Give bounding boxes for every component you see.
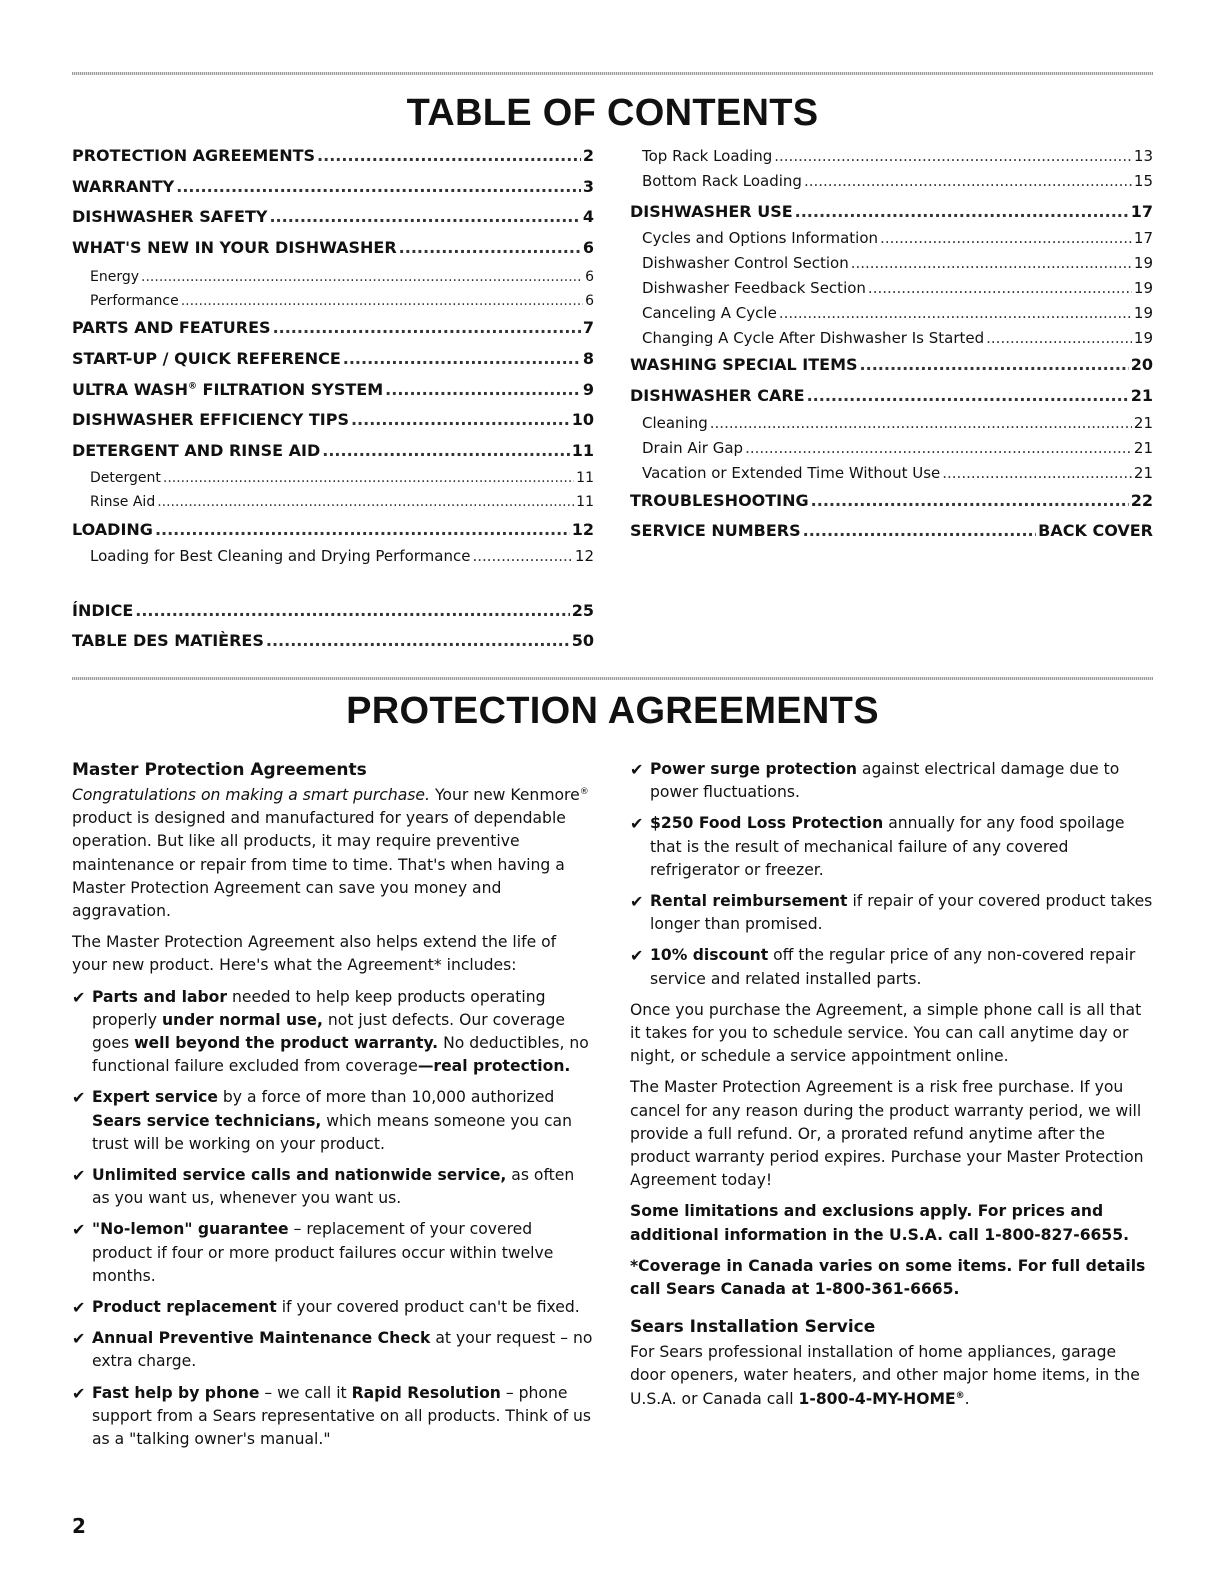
toc-entry	[72, 491, 594, 513]
toc-entry-label: Canceling A Cycle	[642, 304, 777, 322]
toc-dot-leader	[163, 467, 574, 489]
toc-entry-page: 3	[582, 177, 594, 196]
toc-entry	[72, 467, 594, 489]
toc-dot-leader	[710, 412, 1132, 434]
toc-dot-leader	[942, 462, 1132, 484]
toc-entry-label: Energy	[90, 269, 140, 285]
toc-dot-leader	[385, 379, 581, 401]
toc-entry	[630, 385, 1153, 407]
toc-dot-leader	[745, 437, 1132, 459]
toc-entry-label: Cleaning	[642, 414, 708, 432]
toc-entry	[630, 302, 1153, 324]
toc-entry	[72, 409, 594, 431]
toc-dot-leader	[774, 145, 1132, 167]
toc-entry	[72, 206, 594, 228]
toc-entry-page: 11	[571, 441, 594, 460]
toc-dot-leader	[135, 600, 569, 622]
toc-entry	[72, 266, 594, 288]
toc-entry-page: 13	[1133, 147, 1153, 165]
toc-dot-leader	[176, 176, 581, 198]
toc-entry	[72, 630, 594, 652]
toc-dot-leader	[181, 290, 583, 312]
toc-dot-leader	[399, 237, 581, 259]
toc-entry-page: 21	[1130, 386, 1153, 405]
bullet-food-loss: ✔ $250 Food Loss Protection annually for any food spoilage that is the result of mechanical failure of any covered refrigerator or freezer.	[630, 814, 1125, 879]
toc-dot-leader	[317, 145, 581, 167]
toc-entry	[72, 145, 594, 167]
toc-entry-label: DISHWASHER EFFICIENCY TIPS	[72, 410, 349, 429]
toc-dot-leader	[860, 354, 1129, 376]
toc-entry-page: 6	[585, 269, 594, 285]
right-column	[630, 758, 1153, 1419]
toc-entry	[72, 176, 594, 198]
toc-entry-label: Loading for Best Cleaning and Drying Performance	[90, 547, 471, 565]
toc-entry-page: 22	[1130, 491, 1153, 510]
check-icon: ✔	[72, 1298, 86, 1318]
toc-entry-page: 20	[1130, 355, 1153, 374]
toc-entry-label: PARTS AND FEATURES	[72, 318, 271, 337]
check-icon: ✔	[72, 1383, 86, 1403]
toc-entry-label: DISHWASHER CARE	[630, 386, 805, 405]
check-icon: ✔	[72, 1088, 86, 1108]
toc-entry-page: 19	[1133, 279, 1153, 297]
toc-entry-page: 21	[1133, 414, 1153, 432]
toc-entry-label: TABLE DES MATIÈRES	[72, 631, 264, 650]
check-icon: ✔	[630, 760, 644, 779]
toc-entry-label: TROUBLESHOOTING	[630, 491, 809, 510]
toc-entry	[630, 462, 1153, 484]
toc-entry-page: 15	[1133, 172, 1153, 190]
toc-entry-page: 21	[1133, 464, 1153, 482]
toc-dot-leader	[807, 385, 1129, 407]
toc-entry-label: LOADING	[72, 520, 153, 539]
toc-entry-page: 50	[571, 631, 594, 650]
toc-entry-page: 19	[1133, 254, 1153, 272]
toc-entry-label: DETERGENT AND RINSE AID	[72, 441, 321, 460]
check-icon: ✔	[72, 1329, 86, 1349]
toc-entry-page: 21	[1133, 439, 1153, 457]
toc-entry-page: 12	[571, 520, 594, 539]
toc-dot-leader	[157, 491, 574, 513]
bullet-parts-labor: ✔ Parts and labor needed to help keep products operating properly under normal use, not just defects. Our coverage goes well beyond the product warranty. No deductibles, no functional failure excluded from coverage—real protection.	[72, 987, 589, 1076]
toc-dot-leader	[868, 277, 1132, 299]
toc-entry	[72, 237, 594, 259]
toc-dot-leader	[266, 630, 570, 652]
check-icon: ✔	[72, 987, 86, 1007]
toc-entry-label: Rinse Aid	[90, 494, 156, 510]
toc-entry-label: Dishwasher Control Section	[642, 254, 849, 272]
check-icon: ✔	[72, 1166, 86, 1186]
toc-entry-page: 2	[582, 146, 594, 165]
installation-paragraph: For Sears professional installation of home appliances, garage door openers, water heaters, and other major home items, in the U.S.A. or Canada call 1-800-4-MY-HOME®.	[630, 1343, 1140, 1408]
toc-entry-label: Detergent	[90, 470, 161, 486]
toc-entry-label: ULTRA WASH® FILTRATION SYSTEM	[72, 380, 384, 399]
bullet-expert-service: ✔ Expert service by a force of more than 10,000 authorized Sears service technicians, which means someone you can trust will be working on your product.	[72, 1088, 572, 1153]
toc-entry-label: WHAT'S NEW IN YOUR DISHWASHER	[72, 238, 397, 257]
toc-entry-page: 17	[1130, 202, 1153, 221]
bullet-no-lemon: ✔ "No-lemon" guarantee – replacement of your covered product if four or more product failures occur within twelve months.	[72, 1220, 554, 1285]
toc-entry	[630, 437, 1153, 459]
toc-dot-leader	[322, 440, 569, 462]
master-protection-heading: Master Protection Agreements	[72, 760, 367, 780]
toc-entry-page: 25	[571, 601, 594, 620]
check-icon: ✔	[630, 946, 644, 966]
includes-paragraph: The Master Protection Agreement also helps extend the life of your new product. Here's what the Agreement* includes:	[72, 933, 557, 975]
toc-entry-label: Performance	[90, 293, 179, 309]
bullet-unlimited-service: ✔ Unlimited service calls and nationwide service, as often as you want us, whenever you want us.	[72, 1166, 575, 1208]
check-icon: ✔	[630, 892, 644, 912]
top-rule	[72, 72, 1153, 75]
bullet-discount: ✔ 10% discount off the regular price of any non-covered repair service and related installed parts.	[630, 946, 1136, 988]
toc-entry-page: 11	[576, 470, 594, 486]
toc-dot-leader	[343, 348, 581, 370]
toc-entry	[72, 317, 594, 339]
toc-dot-leader	[986, 327, 1132, 349]
toc-entry-label: START-UP / QUICK REFERENCE	[72, 349, 341, 368]
toc-dot-leader	[795, 201, 1129, 223]
toc-dot-leader	[269, 206, 580, 228]
toc-entry-label: WARRANTY	[72, 177, 175, 196]
bullet-annual-check: ✔ Annual Preventive Maintenance Check at your request – no extra charge.	[72, 1329, 593, 1371]
toc-entry	[630, 252, 1153, 274]
toc-entry-label: Vacation or Extended Time Without Use	[642, 464, 941, 482]
bullet-rental-reimbursement: ✔ Rental reimbursement if repair of your covered product takes longer than promised.	[630, 892, 1153, 934]
toc-entry-page: 8	[582, 349, 594, 368]
bullet-power-surge: ✔ Power surge protection against electrical damage due to power fluctuations.	[630, 760, 1120, 802]
toc-entry-label: Bottom Rack Loading	[642, 172, 802, 190]
toc-entry	[630, 490, 1153, 512]
toc-entry	[630, 227, 1153, 249]
toc-entry-page: 6	[582, 238, 594, 257]
toc-dot-leader	[880, 227, 1132, 249]
intro-paragraph: Congratulations on making a smart purchase. Your new Kenmore® product is designed and manufactured for years of dependable operation. But like all products, it may require preventive maintenance or repair from time to time. That's when having a Master Protection Agreement can save you money and aggravation.	[72, 786, 589, 921]
toc-entry-label: SERVICE NUMBERS	[630, 521, 801, 540]
toc-dot-leader	[273, 317, 581, 339]
toc-entry-page: 9	[582, 380, 594, 399]
purchase-paragraph: Once you purchase the Agreement, a simple phone call is all that it takes for you to schedule service. You can call anytime day or night, or schedule a service appointment online.	[630, 1000, 1142, 1066]
toc-entry-page: 19	[1133, 329, 1153, 347]
toc-dot-leader	[851, 252, 1132, 274]
toc-entry	[72, 290, 594, 312]
toc-entry	[72, 440, 594, 462]
toc-entry-label: DISHWASHER USE	[630, 202, 793, 221]
toc-title: TABLE OF CONTENTS	[406, 92, 819, 134]
toc-entry-page: 7	[582, 318, 594, 337]
toc-dot-leader	[141, 266, 583, 288]
toc-entry-page: 12	[574, 547, 594, 565]
toc-dot-leader	[351, 409, 570, 431]
toc-entry-label: DISHWASHER SAFETY	[72, 207, 268, 226]
toc-entry	[630, 520, 1153, 542]
toc-entry-page: 11	[576, 494, 594, 510]
toc-dot-leader	[811, 490, 1129, 512]
toc-entry-page: 4	[582, 207, 594, 226]
section-title: PROTECTION AGREEMENTS	[346, 690, 879, 732]
toc-entry-page: 19	[1133, 304, 1153, 322]
toc-dot-leader	[803, 520, 1037, 542]
toc-entry	[630, 170, 1153, 192]
toc-entry	[630, 145, 1153, 167]
toc-entry-label: ÍNDICE	[72, 601, 134, 620]
toc-entry	[630, 354, 1153, 376]
toc-entry-label: Top Rack Loading	[642, 147, 773, 165]
toc-entry-label: PROTECTION AGREEMENTS	[72, 146, 316, 165]
page-number: 2	[72, 1514, 86, 1538]
limitations-paragraph: Some limitations and exclusions apply. For prices and additional information in the U.S.A. call 1-800-827-6655.	[630, 1202, 1130, 1244]
left-column	[72, 758, 596, 1459]
toc-entry	[630, 327, 1153, 349]
toc-entry	[630, 412, 1153, 434]
toc-entry-page: 10	[571, 410, 594, 429]
canada-coverage-paragraph: *Coverage in Canada varies on some items. For full details call Sears Canada at 1-800-361-6665.	[630, 1256, 1146, 1299]
toc-dot-leader	[472, 545, 572, 567]
toc-entry-page: 6	[585, 293, 594, 309]
toc-dot-leader	[155, 519, 570, 541]
check-icon: ✔	[72, 1220, 86, 1240]
toc-entry	[72, 519, 594, 541]
bullet-fast-help: ✔ Fast help by phone – we call it Rapid Resolution – phone support from a Sears representative on all products. Think of us as a "talking owner's manual."	[72, 1383, 592, 1449]
toc-entry-label: Drain Air Gap	[642, 439, 744, 457]
toc-entry-label: WASHING SPECIAL ITEMS	[630, 355, 858, 374]
toc-entry	[630, 277, 1153, 299]
toc-entry-label: Changing A Cycle After Dishwasher Is Started	[642, 329, 985, 347]
middle-rule	[72, 677, 1153, 680]
bullet-product-replacement: ✔ Product replacement if your covered product can't be fixed.	[72, 1296, 596, 1319]
toc-entry	[72, 600, 594, 622]
installation-heading: Sears Installation Service	[630, 1317, 876, 1338]
toc-entry	[72, 348, 594, 370]
toc-entry	[630, 201, 1153, 223]
toc-entry	[72, 545, 594, 567]
toc-entry-page: BACK COVER	[1038, 521, 1153, 540]
toc-entry-page: 17	[1133, 229, 1153, 247]
toc-entry-label: Dishwasher Feedback Section	[642, 279, 866, 297]
toc-dot-leader	[779, 302, 1132, 324]
check-icon: ✔	[630, 814, 644, 834]
toc-entry	[72, 379, 594, 401]
toc-dot-leader	[804, 170, 1132, 192]
toc-entry-label: Cycles and Options Information	[642, 229, 879, 247]
risk-free-paragraph: The Master Protection Agreement is a risk free purchase. If you cancel for any reason during the product warranty period, we will provide a full refund. Or, a prorated refund anytime after the product warranty period expires. Purchase your Master Protection Agreement today!	[630, 1078, 1144, 1190]
